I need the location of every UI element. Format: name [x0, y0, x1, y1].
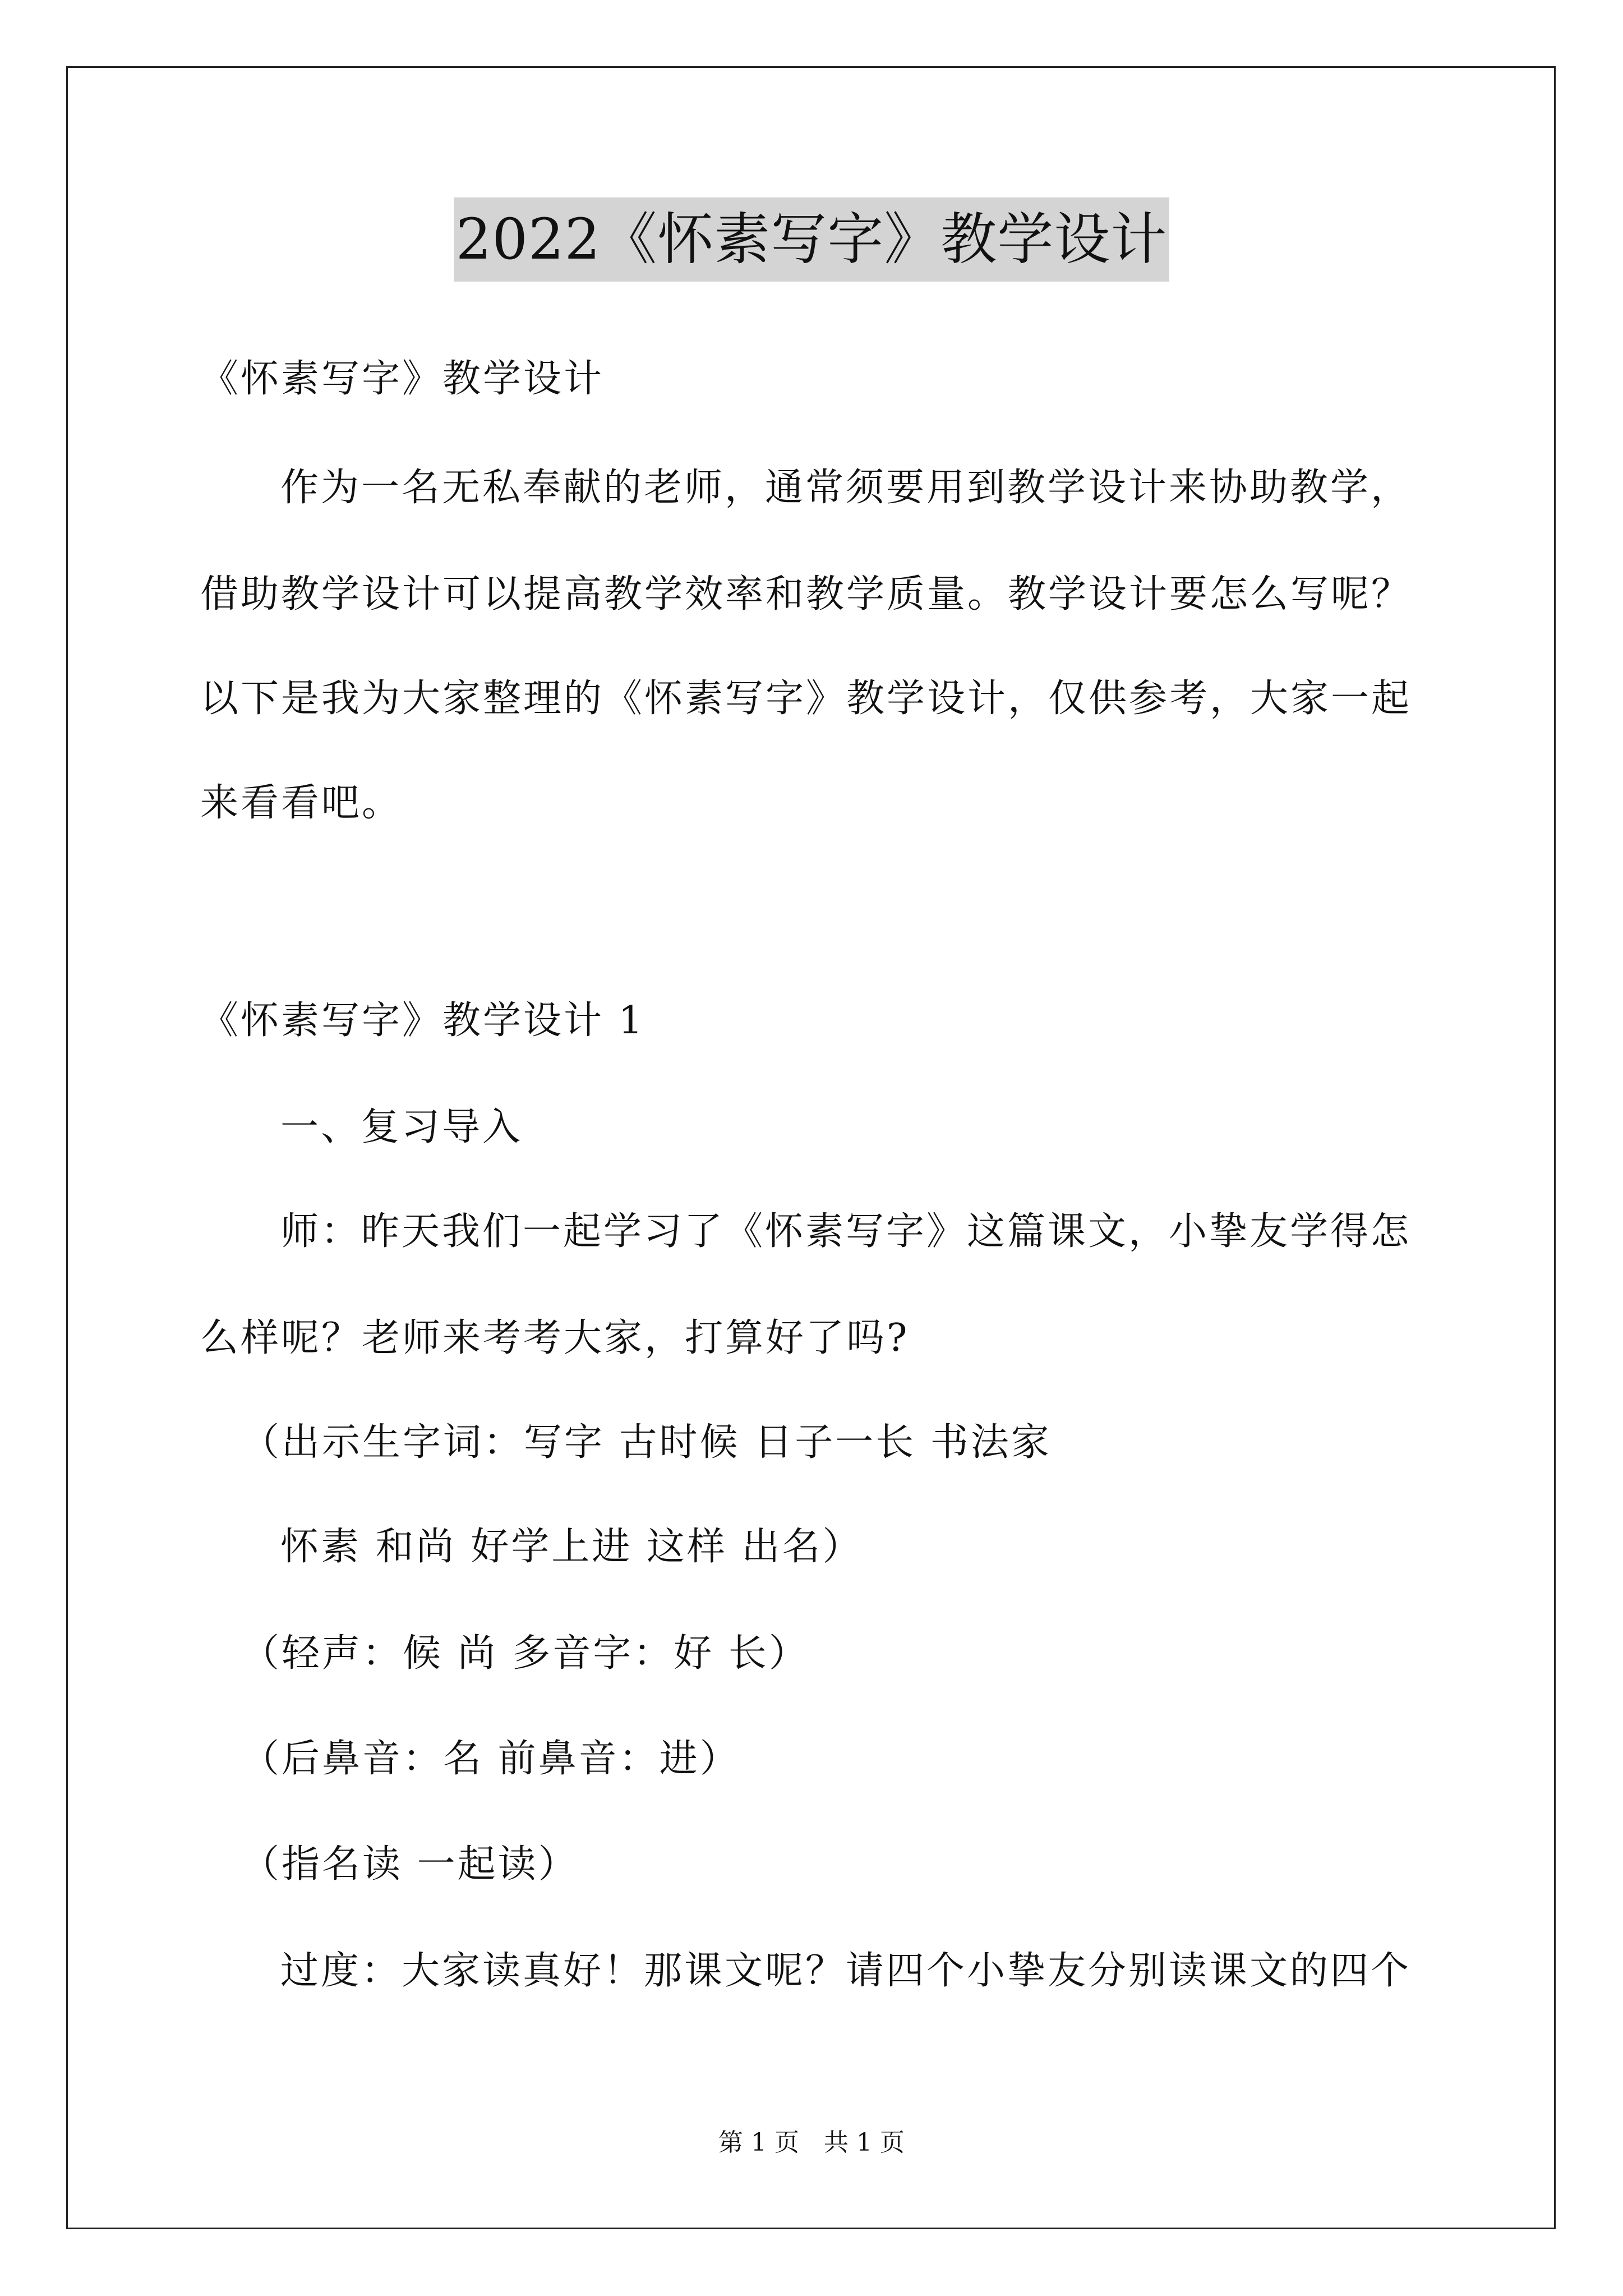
intro-line: 以下是我为大家整理的《怀素写字》教学设计，仅供参考，大家一起 — [200, 677, 1412, 721]
section-line: （后鼻音：名 前鼻音：进） — [241, 1737, 740, 1781]
section-line: 一、复习导入 — [280, 1105, 523, 1149]
page-footer — [0, 2126, 1623, 2160]
section-line: 过度：大家读真好！那课文呢？请四个小挚友分别读课文的四个 — [280, 1949, 1412, 1993]
intro-heading: 《怀素写字》教学设计 — [200, 357, 605, 401]
page-number-total: 共 1 页 — [824, 2128, 905, 2157]
intro-line: 来看看吧。 — [200, 781, 403, 825]
section-line: （指名读 一起读） — [241, 1842, 579, 1887]
intro-line: 作为一名无私奉献的老师，通常须要用到教学设计来协助教学， — [280, 466, 1412, 510]
intro-line: 借助教学设计可以提高教学效率和教学质量。教学设计要怎么写呢？ — [200, 572, 1412, 616]
section-line: 怀素 和尚 好学上进 这样 出名） — [280, 1525, 863, 1569]
section-line: （轻声：候 尚 多音字：好 长） — [241, 1631, 809, 1676]
document-title: 2022《怀素写字》教学设计 — [454, 197, 1170, 282]
section-heading: 《怀素写字》教学设计 1 — [200, 999, 645, 1043]
section-line: （出示生字词：写字 古时候 日子一长 书法家 — [241, 1420, 1052, 1465]
section-line: 师：昨天我们一起学习了《怀素写字》这篇课文，小挚友学得怎 — [280, 1209, 1412, 1254]
section-line: 么样呢？老师来考考大家，打算好了吗? — [200, 1316, 910, 1360]
title-container — [0, 197, 1623, 282]
page-number-current: 第 1 页 — [718, 2128, 799, 2157]
